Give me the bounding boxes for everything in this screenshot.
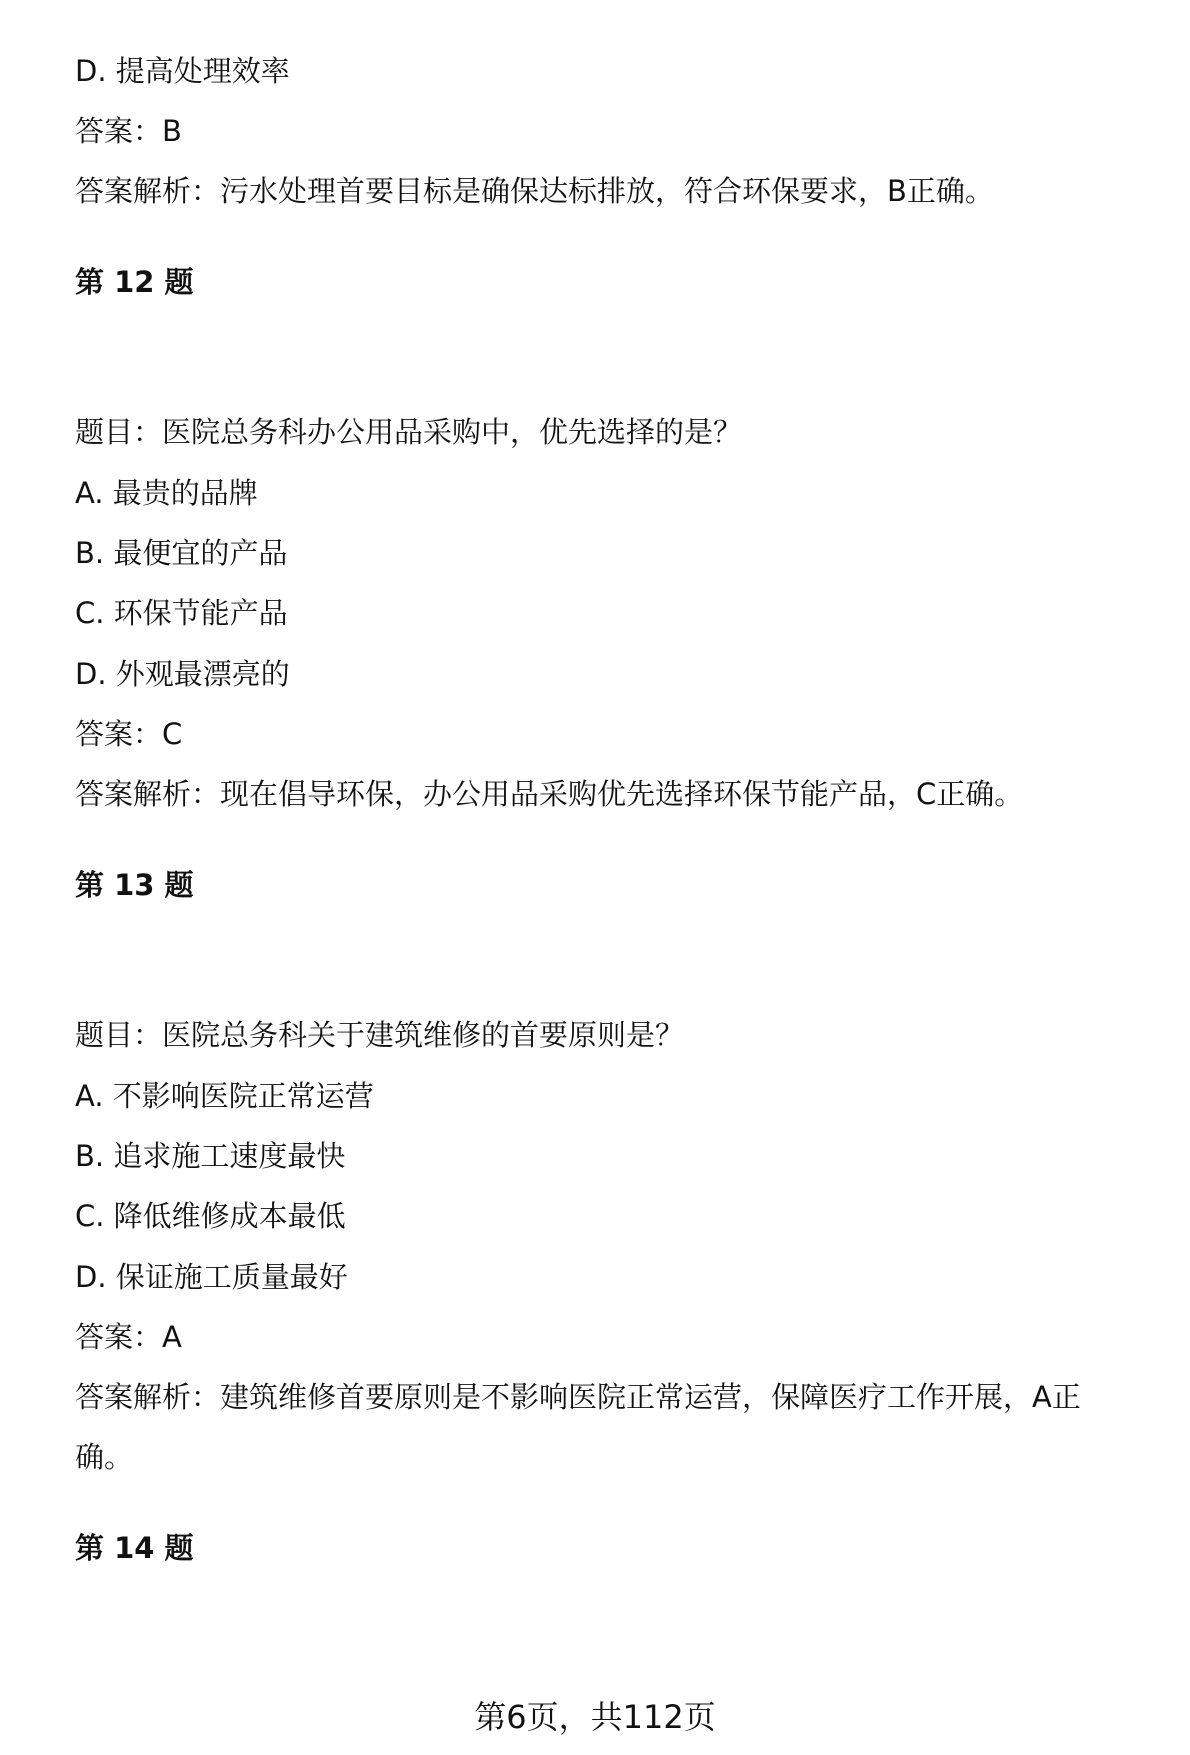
q13-explanation: 答案解析：建筑维修首要原则是不影响医院正常运营，保障医疗工作开展，A正确。: [75, 1380, 1081, 1474]
q12-option-c: C. 环保节能产品: [75, 596, 288, 630]
q12-question: 题目：医院总务科办公用品采购中，优先选择的是？: [75, 415, 743, 449]
q13-option-d: D. 保证施工质量最好: [75, 1260, 348, 1294]
q11-answer: 答案：B: [75, 114, 182, 148]
q13-option-a: A. 不影响医院正常运营: [75, 1079, 374, 1113]
q12-answer: 答案：C: [75, 717, 183, 751]
q12-option-d: D. 外观最漂亮的: [75, 657, 290, 691]
q12-heading: 第 12 题: [75, 265, 194, 299]
q13-option-c: C. 降低维修成本最低: [75, 1199, 346, 1233]
q12-option-a: A. 最贵的品牌: [75, 476, 258, 510]
q11-option-d: D. 提高处理效率: [75, 54, 290, 88]
page-number: 第6页，共112页: [474, 1698, 716, 1736]
q13-option-b: B. 追求施工速度最快: [75, 1139, 346, 1173]
q14-heading: 第 14 题: [75, 1531, 194, 1565]
q13-answer: 答案：A: [75, 1320, 182, 1354]
q11-explanation: 答案解析：污水处理首要目标是确保达标排放，符合环保要求，B正确。: [75, 174, 994, 208]
q12-option-b: B. 最便宜的产品: [75, 536, 288, 570]
q13-question: 题目：医院总务科关于建筑维修的首要原则是？: [75, 1018, 685, 1052]
q12-explanation: 答案解析：现在倡导环保，办公用品采购优先选择环保节能产品，C正确。: [75, 777, 1024, 811]
q13-heading: 第 13 题: [75, 868, 194, 902]
